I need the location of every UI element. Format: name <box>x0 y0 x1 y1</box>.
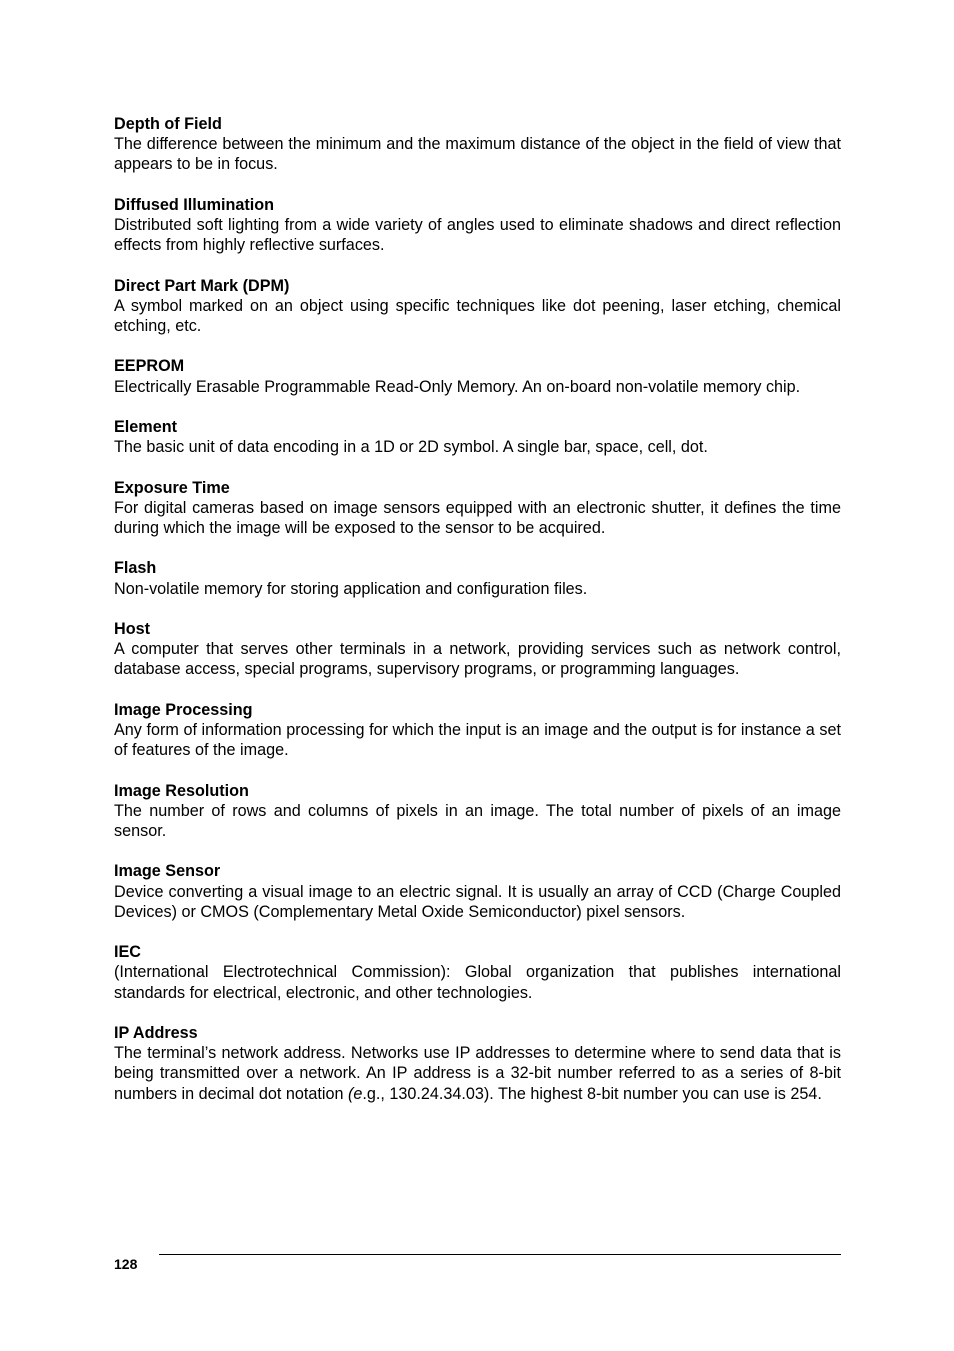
glossary-entry-direct-part-mark <box>114 276 841 337</box>
glossary-entry-element <box>114 417 841 457</box>
definition-text: .g., 130.24.34.03). The highest 8-bit number you can use is 254. <box>362 1084 822 1103</box>
glossary-definition: The basic unit of data encoding in a 1D or 2D symbol. A single bar, space, cell, dot. <box>114 438 708 457</box>
glossary-term: Element <box>114 417 177 436</box>
glossary-entry-image-resolution <box>114 781 841 842</box>
glossary-definition: A symbol marked on an object using specific techniques like dot peening, laser etching, chemical etching, etc. <box>114 296 841 335</box>
glossary-entry-image-sensor <box>114 861 841 922</box>
glossary-definition: Any form of information processing for which the input is an image and the output is for instance a set of features of the image. <box>114 720 841 760</box>
glossary-entry-iec <box>114 942 841 1003</box>
glossary-term: IP Address <box>114 1023 198 1042</box>
glossary-content <box>114 114 841 1124</box>
glossary-definition <box>114 1043 841 1104</box>
glossary-entry-image-processing <box>114 700 841 761</box>
glossary-definition: The number of rows and columns of pixels in an image. The total number of pixels of an image sensor. <box>114 801 841 840</box>
definition-italic-text: (e <box>347 1084 363 1103</box>
glossary-definition: The difference between the minimum and the maximum distance of the object in the field of view that appears to be in focus. <box>114 135 841 174</box>
footer-rule <box>159 1254 841 1255</box>
glossary-definition: A computer that serves other terminals in a network, providing services such as network control, database access, special programs, supervisory programs, or programming languages. <box>114 640 841 679</box>
glossary-term: Image Sensor <box>114 862 221 881</box>
glossary-term: Diffused Illumination <box>114 195 275 214</box>
glossary-term: Host <box>114 619 150 638</box>
glossary-term: Image Processing <box>114 700 253 719</box>
glossary-term: Exposure Time <box>114 478 230 497</box>
glossary-term: Direct Part Mark (DPM) <box>114 276 290 295</box>
glossary-entry-eeprom <box>114 356 841 396</box>
glossary-entry-depth-of-field <box>114 114 841 175</box>
definition-text: The terminal’s network address. Networks use IP addresses to determine where to send data that is being transmitted over a network. An IP address is a 32-bit number referred to as a series of 8-bit numbers in decimal dot notation <box>114 1044 841 1103</box>
glossary-definition: Electrically Erasable Programmable Read-Only Memory. An on-board non-volatile memory chip. <box>114 377 801 396</box>
glossary-entry-host <box>114 619 841 680</box>
glossary-entry-ip-address <box>114 1023 841 1104</box>
glossary-entry-diffused-illumination <box>114 195 841 256</box>
page-number: 128 <box>114 1256 138 1272</box>
glossary-term: Image Resolution <box>114 781 249 800</box>
glossary-definition: Distributed soft lighting from a wide variety of angles used to eliminate shadows and direct reflection effects from highly reflective surfaces. <box>114 216 841 255</box>
glossary-definition: For digital cameras based on image sensors equipped with an electronic shutter, it defines the time during which the image will be exposed to the sensor to be acquired. <box>114 498 841 537</box>
glossary-definition: (International Electrotechnical Commission): Global organization that publishes international standards for electrical, electronic, and other technologies. <box>114 963 841 1002</box>
glossary-definition: Non-volatile memory for storing application and configuration files. <box>114 579 588 598</box>
glossary-entry-exposure-time <box>114 478 841 539</box>
glossary-term: IEC <box>114 943 141 962</box>
glossary-definition: Device converting a visual image to an electric signal. It is usually an array of CCD (Charge Coupled Devices) or CMOS (Complementary Metal Oxide Semiconductor) pixel sensors. <box>114 882 841 921</box>
glossary-term: EEPROM <box>114 357 185 376</box>
glossary-term: Depth of Field <box>114 115 222 133</box>
glossary-entry-flash <box>114 558 841 598</box>
glossary-term: Flash <box>114 559 157 578</box>
